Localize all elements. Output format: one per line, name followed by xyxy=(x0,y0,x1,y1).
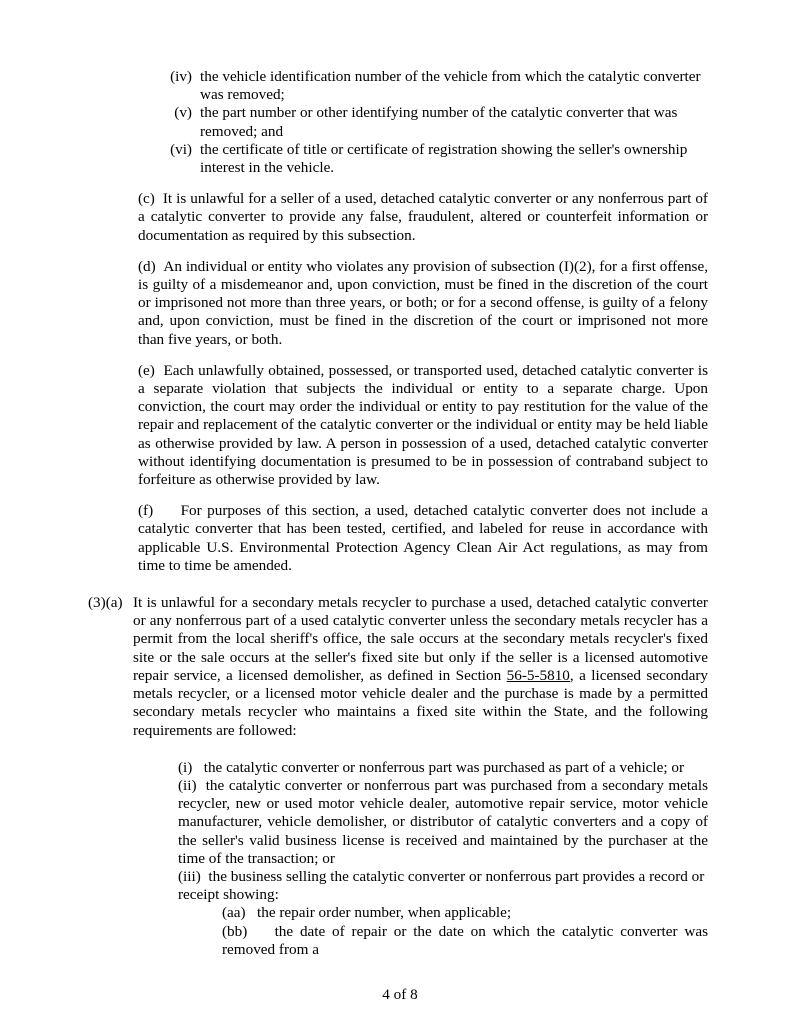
paragraph-c xyxy=(88,190,708,245)
list-item xyxy=(88,141,708,177)
list-marker: (vi) xyxy=(170,140,192,158)
paragraph-text: For purposes of this section, a used, detached catalytic converter does not include a catalytic converter that has been tested, certified, and labeled for reuse in accordance with applicable U.S. Environmental Protection Agency Clean Air Act regulations, as may from time to time be amended. xyxy=(138,502,709,574)
list-marker: (ii) xyxy=(178,776,197,794)
paragraph-marker: (d) xyxy=(138,257,156,275)
list-marker: (iv) xyxy=(170,68,192,85)
roman-numeral-list xyxy=(88,68,708,177)
list-marker: (i) xyxy=(178,758,193,776)
page-footer: 4 of 8 xyxy=(382,986,418,1003)
list-item-text: the vehicle identification number of the vehicle from which the catalytic converter was removed; xyxy=(200,68,701,104)
paragraph-e xyxy=(88,362,708,489)
list-item xyxy=(222,923,708,959)
sub-item-list xyxy=(88,759,708,905)
paragraph-f xyxy=(88,502,708,575)
paragraph-text: An individual or entity who violates any provision of subsection (I)(2), for a first offense, is guilty of a misdemeanor and, upon conviction, must be fined in the discretion of the court or imprisoned not more than three years, or both; or for a second offense, is guilty of a felony and, upon conviction, must be fined in the discretion of the court or imprisoned not more than five years, or both. xyxy=(138,257,708,348)
list-marker: (aa) xyxy=(222,904,246,922)
list-item xyxy=(88,68,708,104)
paragraph-marker: (c) xyxy=(138,190,155,208)
double-letter-list xyxy=(88,904,708,959)
list-item-text: the certificate of title or certificate of registration showing the seller's ownership interest in the vehicle. xyxy=(200,140,688,177)
list-item xyxy=(178,777,708,868)
paragraph-d xyxy=(88,258,708,349)
list-item xyxy=(178,759,708,777)
list-marker: (v) xyxy=(174,104,192,122)
statute-reference-link[interactable]: 56-5-5810 xyxy=(506,666,570,684)
paragraph-text: Each unlawfully obtained, possessed, or transported used, detached catalytic converter is a separate violation that subjects the individual or entity to a separate charge. Upon conviction, the court may order the individual or entity to pay restitution for the value of the repair and replacement of the catalytic converter or the individual or entity may be held liable as otherwise provided by law. A person in possession of a used, detached catalytic converter without identifying documentation is presumed to be in possession of contraband subject to forfeiture as otherwise provided by law. xyxy=(138,361,708,489)
paragraph-text: It is unlawful for a seller of a used, detached catalytic converter or any nonferrous part of a catalytic converter to provide any false, fraudulent, altered or counterfeit information or documentation as required by this subsection. xyxy=(138,190,708,244)
list-item xyxy=(178,868,708,904)
paragraph-marker: (e) xyxy=(138,361,155,379)
list-item-text: the part number or other identifying number of the catalytic converter that was removed; and xyxy=(200,104,678,140)
list-item xyxy=(222,904,708,922)
list-marker: (iii) xyxy=(178,867,201,885)
list-item-text: the repair order number, when applicable; xyxy=(257,904,512,922)
list-item-text: the business selling the catalytic converter or nonferrous part provides a record or receipt showing: xyxy=(178,867,705,904)
list-marker: (bb) xyxy=(222,922,248,940)
list-item-text: the catalytic converter or nonferrous part was purchased from a secondary metals recycler, new or used motor vehicle dealer, automotive repair service, motor vehicle manufacturer, vehicle demolisher, or distributor of catalytic converters and a copy of the seller's valid business license is received and maintained by the purchaser at the time of the transaction; or xyxy=(178,776,708,867)
paragraph-3a xyxy=(88,594,708,740)
list-item-text: the date of repair or the date on which the catalytic converter was removed from a xyxy=(222,922,709,958)
document-body xyxy=(88,68,708,959)
paragraph-text-before-reference: It is unlawful for a secondary metals recycler to purchase a used, detached catalytic converter or any nonferrous part of a used catalytic converter unless the secondary metals recycler has a permit from the local sheriff's office, the sale occurs at the secondary metals recycler's fixed site or the sale occurs at the seller's fixed site but only if the seller is a licensed automotive repair service, a licensed demolisher, as defined in Section xyxy=(133,594,708,684)
paragraph-text-after-reference: , a licensed secondary metals recycler, or a licensed motor vehicle dealer and the purchase is made by a permitted secondary metals recycler who maintains a fixed site within the State, and the following requirements are followed: xyxy=(133,666,708,739)
paragraph-marker: (3)(a) xyxy=(88,594,123,612)
list-item xyxy=(88,104,708,140)
list-item-text: the catalytic converter or nonferrous part was purchased as part of a vehicle; or xyxy=(203,758,685,776)
paragraph-marker: (f) xyxy=(138,502,154,520)
